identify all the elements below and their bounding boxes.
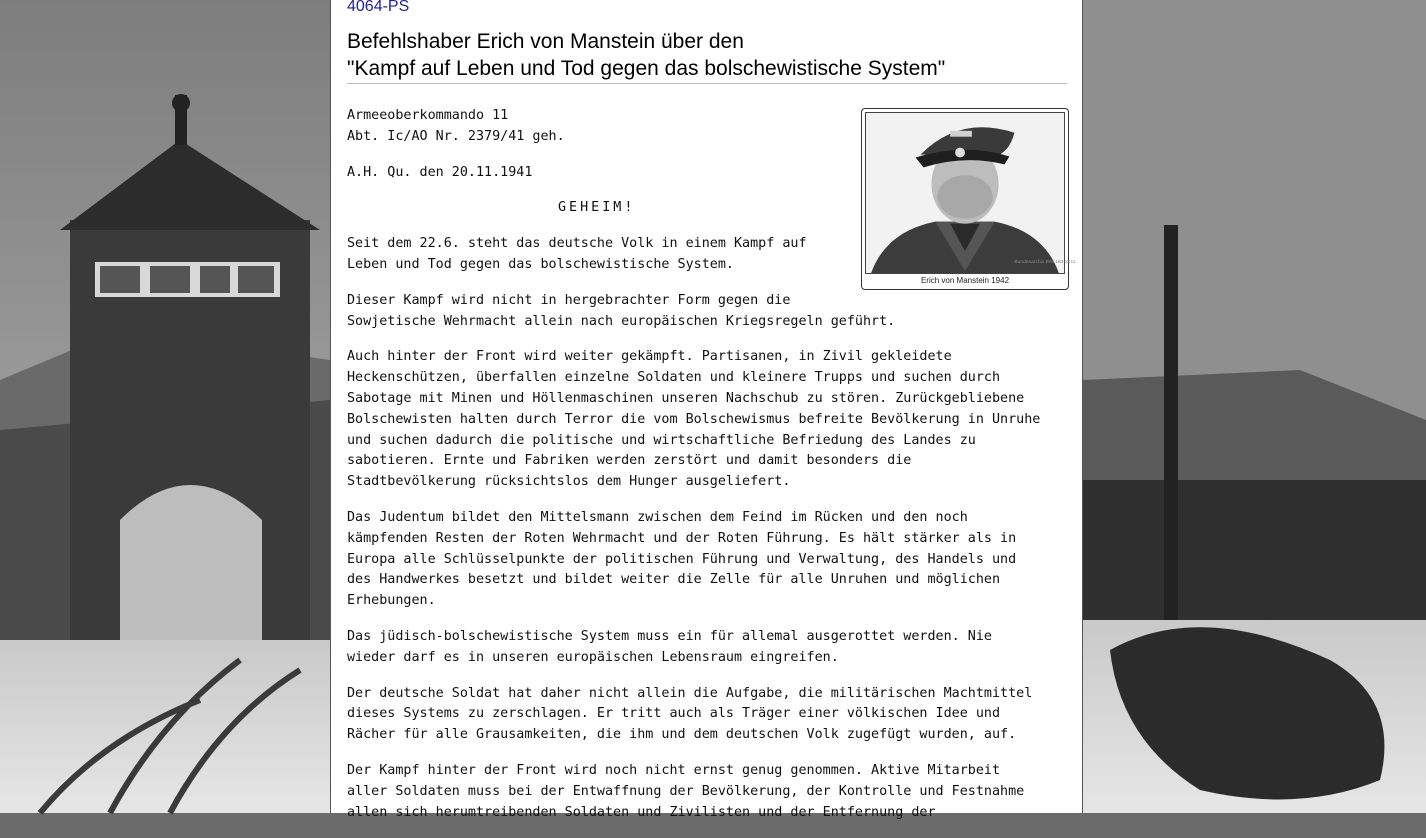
paragraph-6: Der deutsche Soldat hat daher nicht allein die Aufgabe, die militärischen Machtmittel dieses Systems zu zerschlagen. Er tritt auch als Träger einer völkischen Idee und Rächer für alle Grausamkeiten, die ihm und dem deutschen Volk zugefügt wurden, auf. bbox=[347, 685, 1033, 743]
portrait-figure bbox=[861, 108, 1076, 290]
paragraph-2: Dieser Kampf wird nicht in hergebrachter Form gegen die Sowjetische Wehrmacht allein nach europäischen Kriegsregeln geführt. bbox=[347, 292, 896, 329]
photo-credit: Bundesarchiv Bild 183-2011 bbox=[1014, 260, 1076, 266]
paragraph-7: Der Kampf hinter der Front wird noch nicht ernst genug genommen. Aktive Mitarbeit aller Soldaten muss bei der Entwaffnung der Bevölkerung, der Kontrolle und Festnahme allen sich herumtreibenden Soldaten und Zivilisten und der Entfernung der bbox=[347, 762, 1025, 820]
paragraph-1: Seit dem 22.6. steht das deutsche Volk in einem Kampf auf Leben und Tod gegen das bolschewistische System. bbox=[347, 236, 807, 272]
secret-marking: GEHEIM! bbox=[558, 200, 636, 216]
title-line-1: Befehlshaber Erich von Manstein über den bbox=[347, 30, 744, 53]
header-line-1: Armeeoberkommando 11 bbox=[347, 108, 509, 123]
paragraph-3: Auch hinter der Front wird weiter gekämpft. Partisanen, in Zivil gekleidete Heckenschützen, überfallen einzelne Soldaten und kleinere Trupps und suchen durch Sabotage mit Minen und Höllenmaschinen unseren Nachschub zu stören. Zurückgebliebene Bolschewisten halten durch Terror die vom Bolschewismus befreite Bevölkerung in Unruhe und suchen dadurch die politische und wirtschaftliche Befriedung des Landes zu sabotieren. Ernte und Fabriken werden zerstört und damit besonders die Stadtbevölkerung rücksichtslos dem Hunger ausgeliefert. bbox=[347, 349, 1041, 490]
document-body bbox=[347, 106, 1076, 838]
header-line-2: Abt. Ic/AO Nr. 2379/41 geh. bbox=[347, 128, 565, 144]
title-line-2: "Kampf auf Leben und Tod gegen das bolschewistische System" bbox=[347, 57, 946, 80]
paragraph-4: Das Judentum bildet den Mittelsmann zwischen dem Feind im Rücken und den noch kämpfenden Resten der Roten Wehrmacht und der Roten Führung. Es hält stärker als in Europa alle Schlüsselpunkte der politischen Führung und Verwaltung, des Handels und des Handwerkes besetzt und bildet weiter die Zelle für alle Unruhen und möglichen Erhebungen. bbox=[347, 509, 1017, 609]
place-date: A.H. Qu. den 20.11.1941 bbox=[347, 164, 533, 180]
document-title bbox=[347, 28, 1067, 84]
figure-caption: Erich von Manstein 1942 bbox=[920, 276, 1010, 285]
portrait-photo bbox=[865, 112, 1076, 274]
document-id-link[interactable]: 4064-PS bbox=[347, 0, 410, 15]
document-page bbox=[330, 0, 1083, 820]
paragraph-5: Das jüdisch-bolschewistische System muss ein für allemal ausgerottet werden. Nie wieder darf es in unseren europäischen Lebensraum eingreifen. bbox=[347, 628, 992, 665]
